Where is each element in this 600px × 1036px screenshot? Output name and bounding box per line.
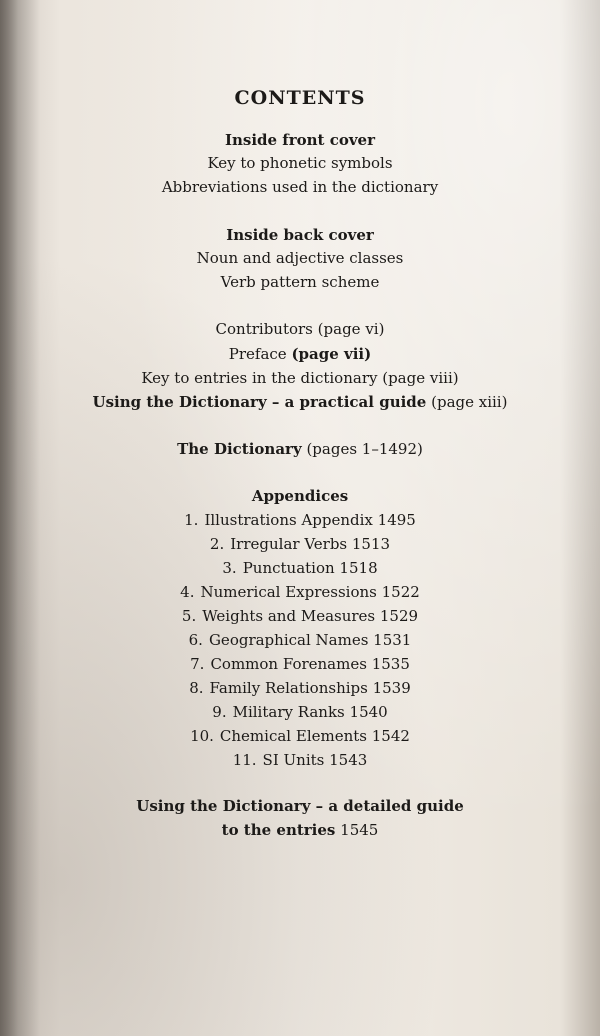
appendix-number: 4. [180, 583, 195, 601]
appendix-title: Common Forenames 1535 [210, 655, 410, 673]
practical-guide-label: Using the Dictionary – a practical guide [92, 393, 427, 411]
appendix-item [0, 702, 600, 722]
appendix-item [0, 630, 600, 650]
front-cover-item: Abbreviations used in the dictionary [161, 178, 439, 196]
contributors-entry [0, 319, 600, 339]
appendix-number: 5. [181, 607, 197, 625]
appendix-number: 2. [209, 535, 225, 553]
appendix-number: 1. [184, 511, 199, 529]
front-cover-item: Key to phonetic symbols [207, 154, 393, 172]
appendix-number: 8. [189, 679, 204, 697]
page-title: CONTENTS [234, 87, 366, 109]
preface-label: Preface [228, 345, 287, 363]
back-cover-item: Noun and adjective classes [196, 249, 404, 267]
appendix-title: Numerical Expressions 1522 [200, 583, 420, 601]
appendix-title: Illustrations Appendix 1495 [204, 511, 416, 529]
detailed-guide-page: 1545 [340, 821, 379, 839]
appendix-title: Irregular Verbs 1513 [230, 535, 391, 553]
appendix-number: 7. [190, 655, 205, 673]
practical-guide-page: (page xiii) [431, 393, 508, 411]
appendix-title: Family Relationships 1539 [209, 679, 411, 697]
dictionary-pages: (pages 1–1492) [306, 440, 423, 458]
appendix-title: Chemical Elements 1542 [219, 727, 410, 745]
appendix-item [0, 606, 600, 626]
appendix-item [0, 750, 600, 770]
detailed-guide-line1: Using the Dictionary – a detailed guide [136, 797, 464, 815]
preface-entry [0, 344, 600, 364]
appendix-number: 10. [190, 727, 214, 745]
dictionary-label: The Dictionary [177, 440, 302, 458]
contributors-label: Contributors [215, 320, 313, 338]
key-entries-entry: Key to entries in the dictionary (page viii) [141, 369, 459, 387]
detailed-guide-line2 [0, 820, 600, 840]
appendix-number: 11. [232, 751, 257, 769]
contributors-page: (page vi) [317, 320, 385, 338]
back-cover-heading: Inside back cover [226, 226, 374, 244]
appendix-item [0, 558, 600, 578]
appendix-title: Punctuation 1518 [242, 559, 378, 577]
appendix-item [0, 726, 600, 746]
back-cover-item: Verb pattern scheme [220, 273, 380, 291]
appendix-item [0, 534, 600, 554]
appendices-heading: Appendices [251, 487, 349, 505]
detailed-guide-label: to the entries [221, 821, 336, 839]
appendix-title: Geographical Names 1531 [208, 631, 412, 649]
practical-guide-entry [0, 392, 600, 412]
appendix-item [0, 582, 600, 602]
appendix-title: Military Ranks 1540 [232, 703, 388, 721]
appendix-item [0, 678, 600, 698]
appendix-title: Weights and Measures 1529 [202, 607, 419, 625]
appendix-item [0, 654, 600, 674]
dictionary-entry [0, 439, 600, 459]
appendix-number: 3. [222, 559, 237, 577]
appendix-number: 9. [212, 703, 227, 721]
appendix-item [0, 510, 600, 530]
appendix-number: 6. [188, 631, 203, 649]
front-cover-heading: Inside front cover [224, 131, 376, 149]
appendix-title: SI Units 1543 [262, 751, 368, 769]
preface-page: (page vii) [291, 345, 372, 363]
